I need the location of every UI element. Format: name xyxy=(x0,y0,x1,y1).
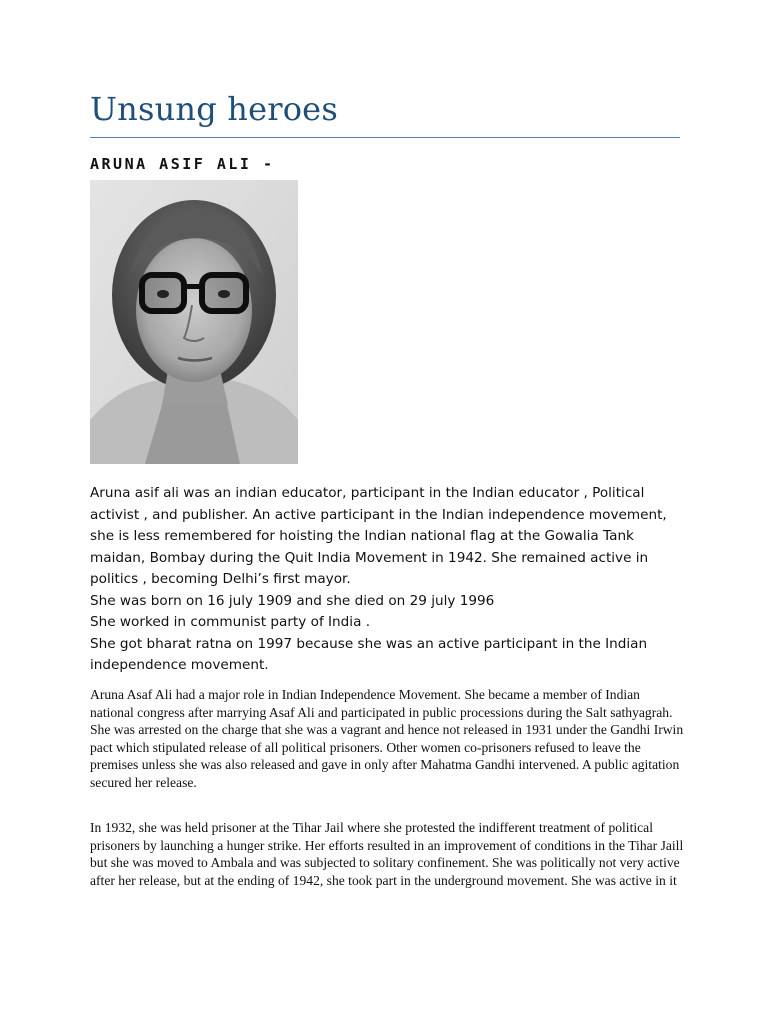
body-paragraph-1: Aruna Asaf Ali had a major role in Indian Independence Movement. She became a member of Indian national congress after marrying Asaf Ali and participated in public processions during the Salt sathyagrah. She was arrested on the charge that she was a vagrant and hence not released in 1931 under the Gandhi Irwin pact which stipulated release of all political prisoners. Other women co-prisoners refused to leave the premises unless she was also released and gave in only after Mahatma Gandhi intervened. A public agitation secured her release. xyxy=(90,687,684,790)
intro-line-born-died: She was born on 16 july 1909 and she died on 29 july 1996 xyxy=(90,592,495,609)
intro-line-party: She worked in communist party of India . xyxy=(90,614,371,630)
intro-line-award: She got bharat ratna on 1997 because she was an active participant in the Indian independence movement. xyxy=(90,635,648,673)
portrait-photo xyxy=(90,180,298,464)
page-title: Unsung heroes xyxy=(90,90,338,128)
intro-paragraph: Aruna asif ali was an indian educator, participant in the Indian educator , Political activist , and publisher. An active participant in the Indian independence movement, she is less remembered for hoisting the Indian national flag at the Gowalia Tank maidan, Bombay during the Quit India Movement in 1942. She remained active in politics , becoming Delhi’s first mayor. xyxy=(90,485,667,587)
body-paragraph-2: In 1932, she was held prisoner at the Tihar Jail where she protested the indifferent treatment of political prisoners by launching a hunger strike. Her efforts resulted in an improvement of conditions in the Tihar Jaill but she was moved to Ambala and was subjected to solitary confinement. She was politically not very active after her release, but at the ending of 1942, she took part in the underground movement. She was active in it xyxy=(90,820,684,888)
section-heading: ARUNA ASIF ALI - xyxy=(90,155,275,173)
title-divider xyxy=(90,137,680,138)
intro-section xyxy=(90,483,690,677)
